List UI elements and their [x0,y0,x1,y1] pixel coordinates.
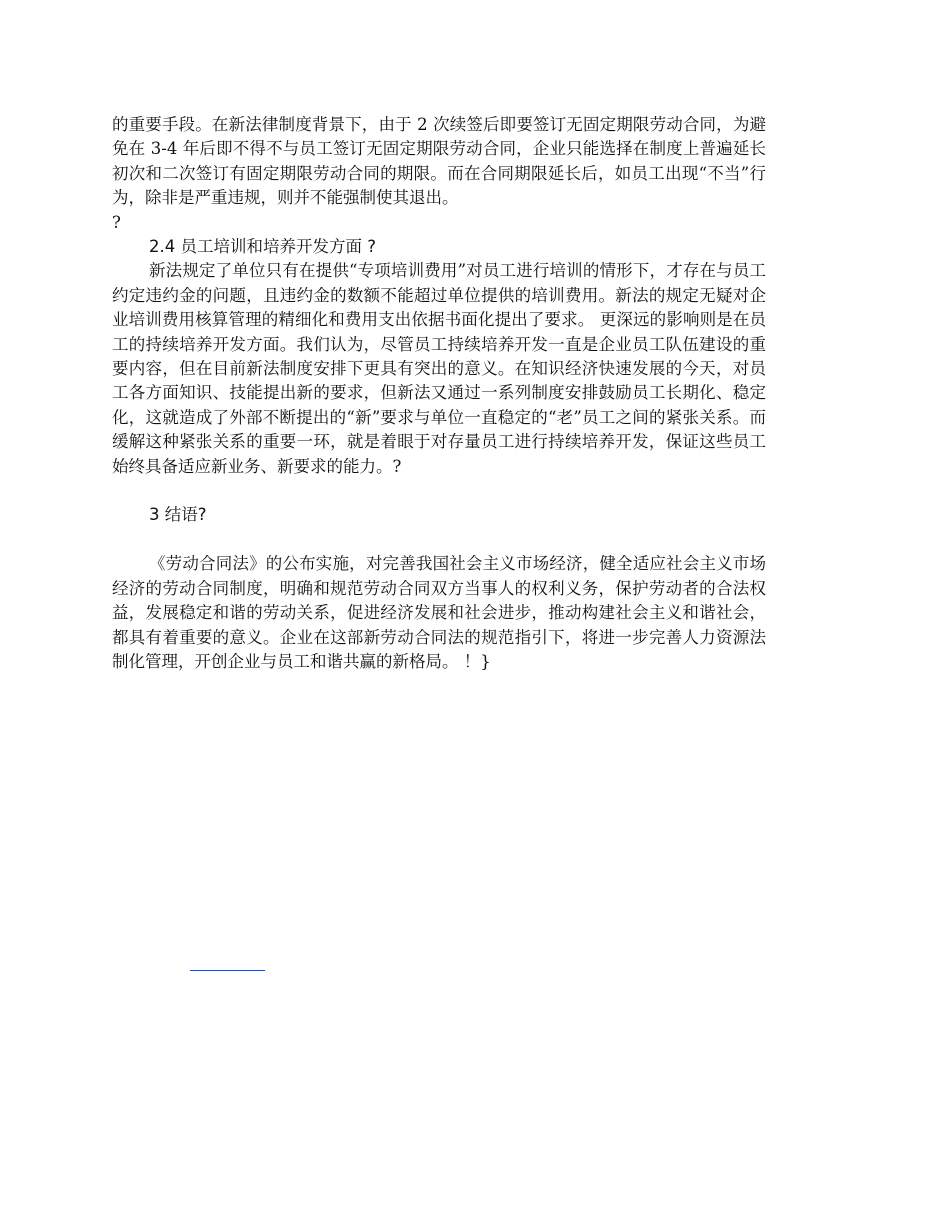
paragraph-training: 新法规定了单位只有在提供“专项培训费用”对员工进行培训的情形下，才存在与员工约定违约金的问题，且违约金的数额不能超过单位提供的培训费用。新法的规定无疑对企业培训费用核算管理的精细化和费用支出依据书面化提出了要求。 更深远的影响则是在员工的持续培养开发方面。我们认为，尽管员工持续培养开发一直是企业员工队伍建设的重要内容，但在目前新法制度安排下更具有突出的意义。在知识经济快速发展的今天，对员工各方面知识、技能提出新的要求，但新法又通过一系列制度安排鼓励员工长期化、稳定化，这就造成了外部不断提出的“新”要求与单位一直稳定的“老”员工之间的紧张关系。而缓解这种紧张关系的重要一环，就是着眼于对存量员工进行持续培养开发，保证这些员工始终具备适应新业务、新要求的能力。? [112,261,766,476]
section-heading-conclusion: 3 结语? [149,505,207,525]
footnote-separator-line [190,970,265,971]
document-body [112,113,766,674]
paragraph-contract-renewal: 的重要手段。在新法律制度背景下，由于 2 次续签后即要签订无固定期限劳动合同，为避免在 3-4 年后即不得不与员工签订无固定期限劳动合同，企业只能选择在制度上普遍延长初次和二次签订有固定期限劳动合同的期限。而在合同期限延长后，如员工出现“不当”行为，除非是严重违规，则并不能强制使其退出。 [112,115,766,208]
blank-line [112,479,766,503]
paragraph-conclusion: 《劳动合同法》的公布实施，对完善我国社会主义市场经济，健全适应社会主义市场经济的劳动合同制度，明确和规范劳动合同双方当事人的权利义务，保护劳动者的合法权益，发展稳定和谐的劳动关系，促进经济发展和社会进步，推动构建社会主义和谐社会，都具有着重要的意义。企业在这部新劳动合同法的规范指引下，将进一步完善人力资源法制化管理，开创企业与员工和谐共赢的新格局。 ！} [112,554,766,671]
section-heading-training: 2.4 员工培训和培养开发方面 ? [149,237,376,257]
blank-line [112,528,766,552]
paragraph-tail-mark: ? [112,212,121,232]
